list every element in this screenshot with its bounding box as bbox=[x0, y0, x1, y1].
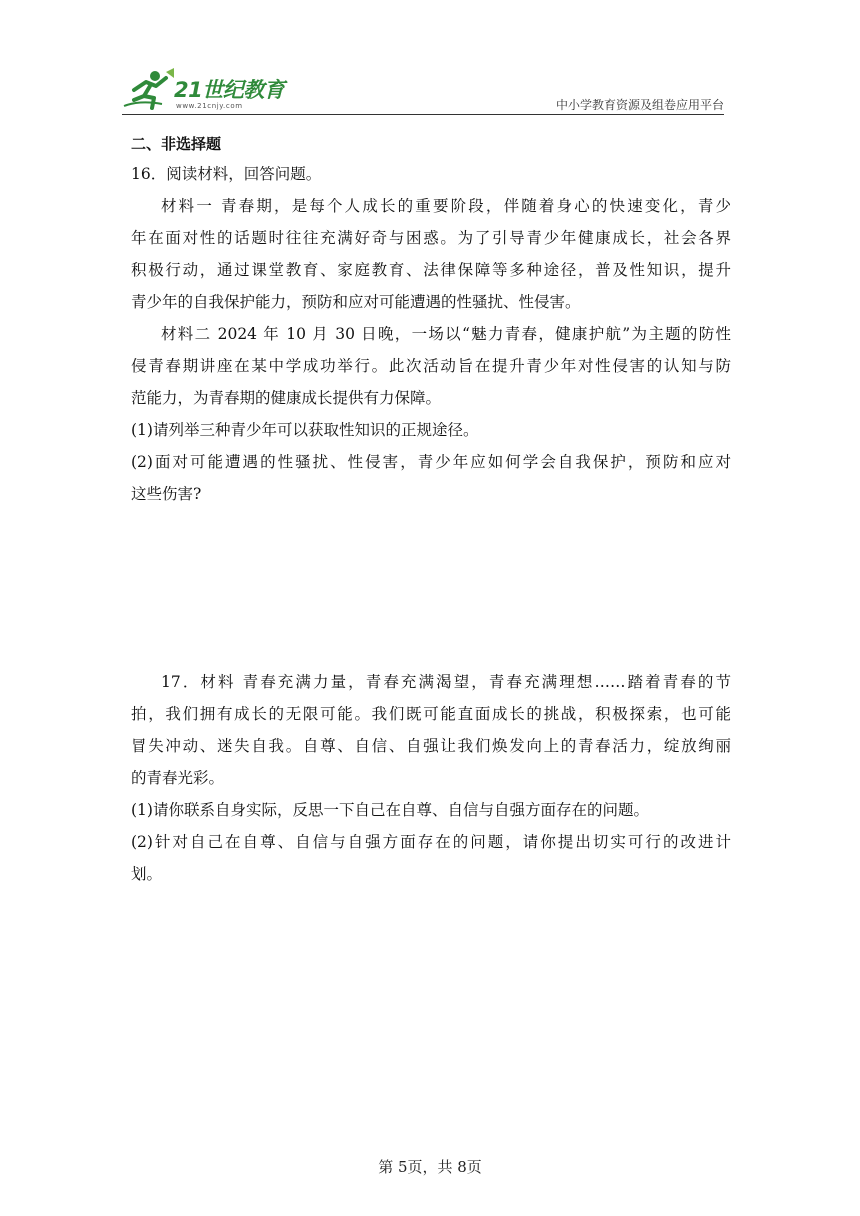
section-title: 二、非选择题 bbox=[131, 135, 222, 153]
question-16 bbox=[131, 158, 731, 510]
sub-question: (2)针对自己在自尊、自信与自强方面存在的问题，请你提出切实可行的改进计 bbox=[131, 833, 731, 851]
sub-question: (1)请列举三种青少年可以获取性知识的正规途径。 bbox=[131, 421, 479, 439]
sub-question: (2)面对可能遭遇的性骚扰、性侵害，青少年应如何学会自我保护，预防和应对 bbox=[131, 453, 731, 471]
material-line: 范能力，为青春期的健康成长提供有力保障。 bbox=[131, 389, 442, 407]
header-divider bbox=[122, 114, 724, 115]
sub-question: 这些伤害? bbox=[131, 485, 202, 503]
material-line: 积极行动，通过课堂教育、家庭教育、法律保障等多种途径，普及性知识，提升 bbox=[131, 261, 731, 279]
runner-logo-icon bbox=[122, 66, 178, 114]
sub-question: 划。 bbox=[131, 865, 163, 883]
sub-question: (1)请你联系自身实际，反思一下自己在自尊、自信与自强方面存在的问题。 bbox=[131, 801, 649, 819]
material-line: 材料二 2024 年 10 月 30 日晚，一场以“魅力青春，健康护航”为主题的防性 bbox=[161, 325, 731, 343]
question-stem: 16．阅读材料，回答问题。 bbox=[131, 165, 322, 183]
material-line: 青少年的自我保护能力，预防和应对可能遭遇的性骚扰、性侵害。 bbox=[131, 293, 581, 311]
material-line: 冒失冲动、迷失自我。自尊、自信、自强让我们焕发向上的青春活力，绽放绚丽 bbox=[131, 737, 731, 755]
material-line: 17．材料 青春充满力量，青春充满渴望，青春充满理想……踏着青春的节 bbox=[161, 673, 731, 691]
material-line: 拍，我们拥有成长的无限可能。我们既可能直面成长的挑战，积极探索，也可能 bbox=[131, 705, 731, 723]
logo bbox=[122, 66, 294, 114]
material-line: 的青春光彩。 bbox=[131, 769, 225, 787]
material-line: 侵青春期讲座在某中学成功举行。此次活动旨在提升青少年对性侵害的认知与防 bbox=[131, 357, 731, 375]
page-number: 第 5页，共 8页 bbox=[378, 1158, 482, 1176]
logo-text: 21世纪教育 bbox=[174, 78, 285, 102]
platform-label: 中小学教育资源及组卷应用平台 bbox=[555, 98, 724, 112]
material-line: 年在面对性的话题时往往充满好奇与困惑。为了引导青少年健康成长，社会各界 bbox=[131, 229, 731, 247]
answer-space[interactable] bbox=[131, 510, 731, 666]
page-content bbox=[131, 130, 731, 890]
logo-url: www.21cnjy.com bbox=[176, 102, 243, 110]
question-17 bbox=[131, 666, 731, 890]
material-line: 材料一 青春期，是每个人成长的重要阶段，伴随着身心的快速变化，青少 bbox=[161, 197, 731, 215]
page-header bbox=[122, 66, 724, 116]
